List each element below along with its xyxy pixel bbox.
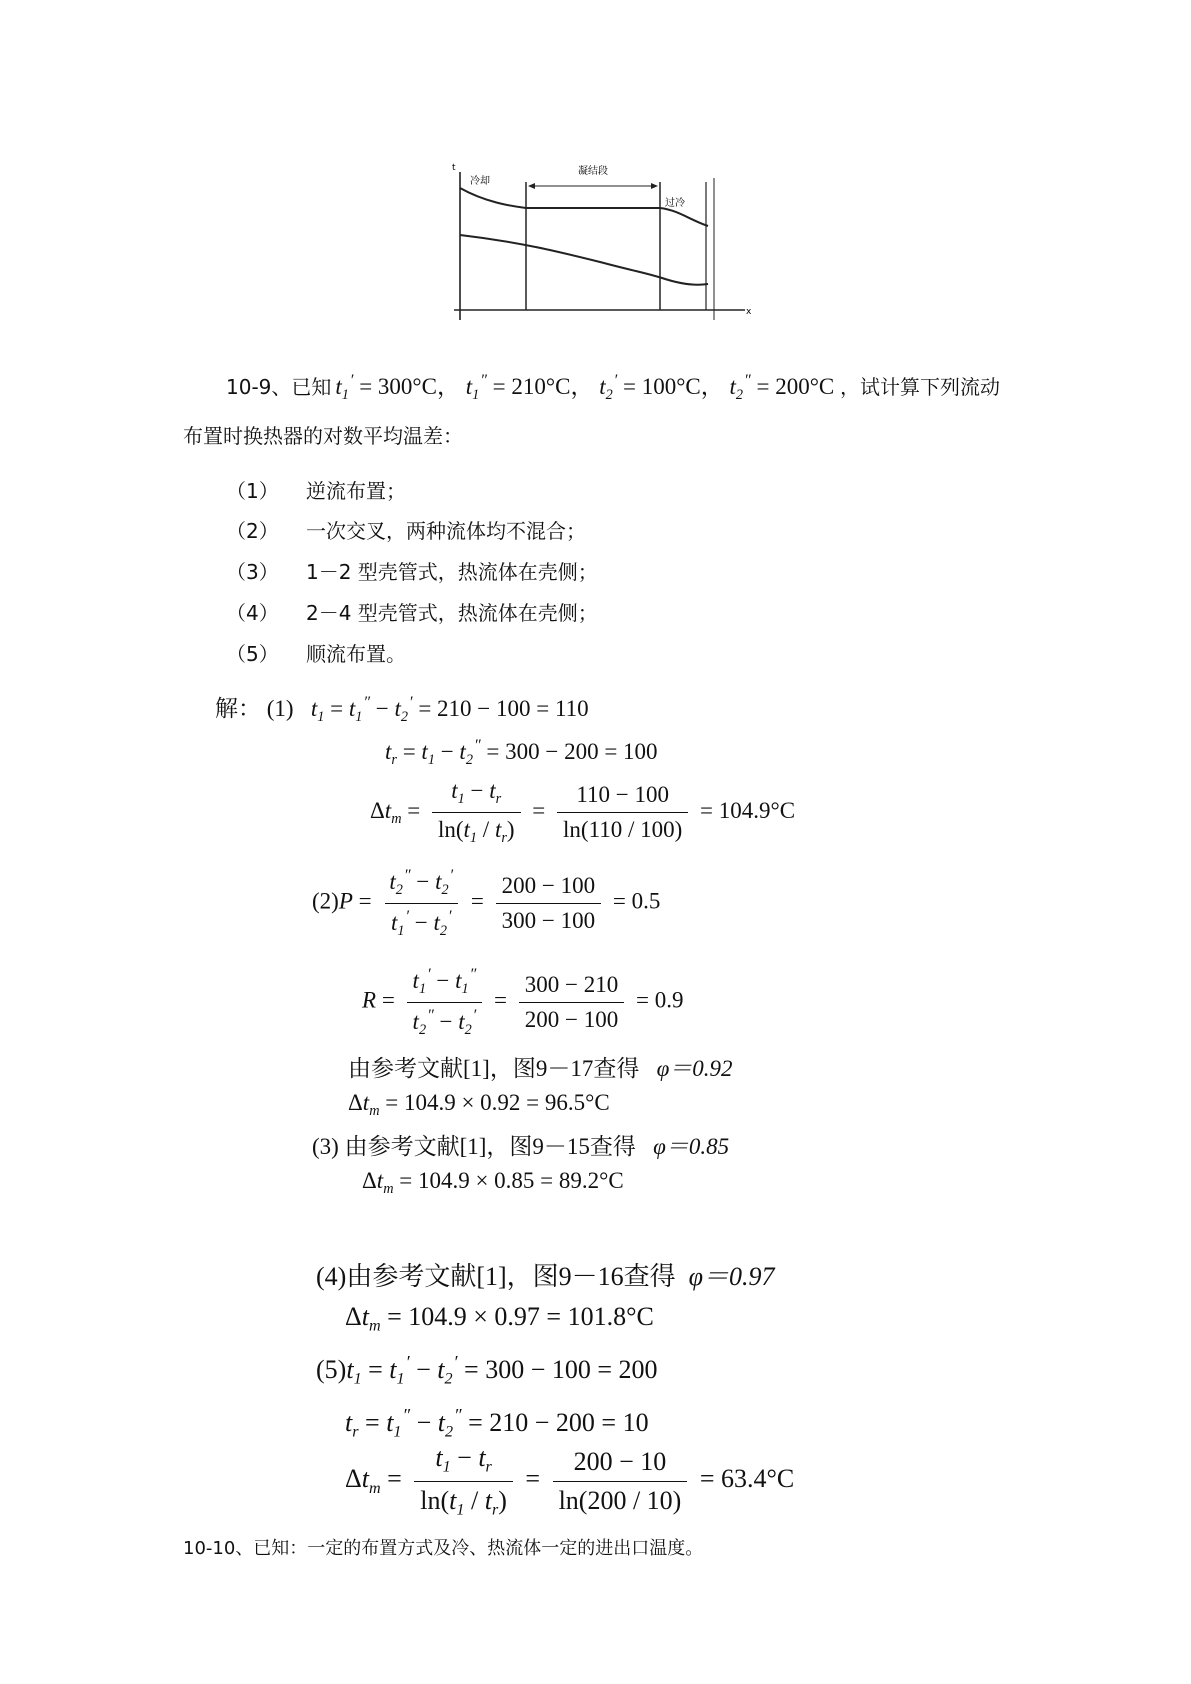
solution-part1-tr: $t_r = t_1 - t_2'' = 300 - 200 = 100$	[385, 737, 658, 768]
question-tail: ，试计算下列流动	[839, 375, 1000, 399]
given-prefix: 、已知	[271, 375, 332, 399]
solution-part4-ref: (4)由参考文献[1]，图9－16查得 φ＝0.97	[316, 1262, 775, 1291]
solution-part5-t1: $(5)t_1 = t_1' - t_2' = 300 - 100 = 200$	[316, 1352, 658, 1388]
solution-part3-dtm: $\Delta t_m = 104.9 \times 0.85 = 89.2^\circ C$	[362, 1168, 624, 1197]
temperature-profile-figure	[440, 160, 760, 335]
arrowhead-left	[528, 183, 535, 189]
cold-fluid-curve	[460, 235, 708, 285]
solution-part1-dtm: $\Delta t_m$ = $\frac{t_1 - t_r}{\ln(t_1 / t_r)}$ = $\frac{110 - 100}{\ln(110 / 100)}$ = 104.9°C	[370, 778, 796, 846]
problem-10-9-line1	[226, 368, 1000, 404]
solution-part2-ref: 由参考文献[1]，图9－17查得 φ＝0.92	[348, 1056, 733, 1081]
list-item: （3） 1－2 型壳管式，热流体在壳侧；	[226, 560, 598, 584]
list-item: （2） 一次交叉，两种流体均不混合；	[226, 519, 586, 543]
axis-t-label: t	[452, 163, 456, 173]
problem-number: 10-9	[226, 375, 272, 399]
solution-part1-t1: 解： (1) $t_1 = t_1'' - t_2' = 210 - 100 = 110$	[215, 694, 589, 725]
solution-part2-R: R = $\frac{t_1' - t_1''}{t_2'' - t_2'}$ = $\frac{300 - 210}{200 - 100}$ = 0.9	[362, 966, 684, 1038]
problem-10-9-line2: 布置时换热器的对数平均温差：	[183, 424, 463, 448]
solution-part5-tr: $t_r = t_1'' - t_2'' = 210 - 200 = 10$	[345, 1405, 649, 1441]
given-values: $t_1' = 300^\circ C$， $t_1'' = 210^\circ C$， $t_2' = 100^\circ C$， $t_2'' = 200^\circ C$	[335, 372, 835, 403]
arrowhead-right	[651, 183, 658, 189]
list-item: （5） 顺流布置。	[226, 642, 406, 666]
section-right-label: 过冷	[665, 198, 685, 209]
section-middle-label: 凝结段	[578, 166, 608, 177]
list-item: （1） 逆流布置；	[226, 479, 406, 503]
solution-part2-P: (2)P = $\frac{t_2'' - t_2'}{t_1' - t_2'}$ = $\frac{200 - 100}{300 - 100}$ = 0.5	[312, 867, 661, 939]
solution-part2-dtm: $\Delta t_m = 104.9 \times 0.92 = 96.5^\circ C$	[348, 1090, 610, 1119]
section-left-label: 冷却	[470, 176, 490, 187]
solution-part5-dtm: $\Delta t_m$ = $\frac{t_1 - t_r}{\ln(t_1 / t_r)}$ = $\frac{200 - 10}{\ln(200 / 10)}$ = 63.4°C	[345, 1443, 795, 1519]
solution-part3-ref: (3) 由参考文献[1]，图9－15查得 φ＝0.85	[312, 1134, 730, 1159]
list-item: （4） 2－4 型壳管式，热流体在壳侧；	[226, 601, 598, 625]
problem-10-10: 10-10、已知：一定的布置方式及冷、热流体一定的进出口温度。	[183, 1538, 704, 1559]
axis-x-label: x	[746, 307, 752, 317]
solution-part4-dtm: $\Delta t_m = 104.9 \times 0.97 = 101.8^\circ C$	[345, 1302, 654, 1335]
